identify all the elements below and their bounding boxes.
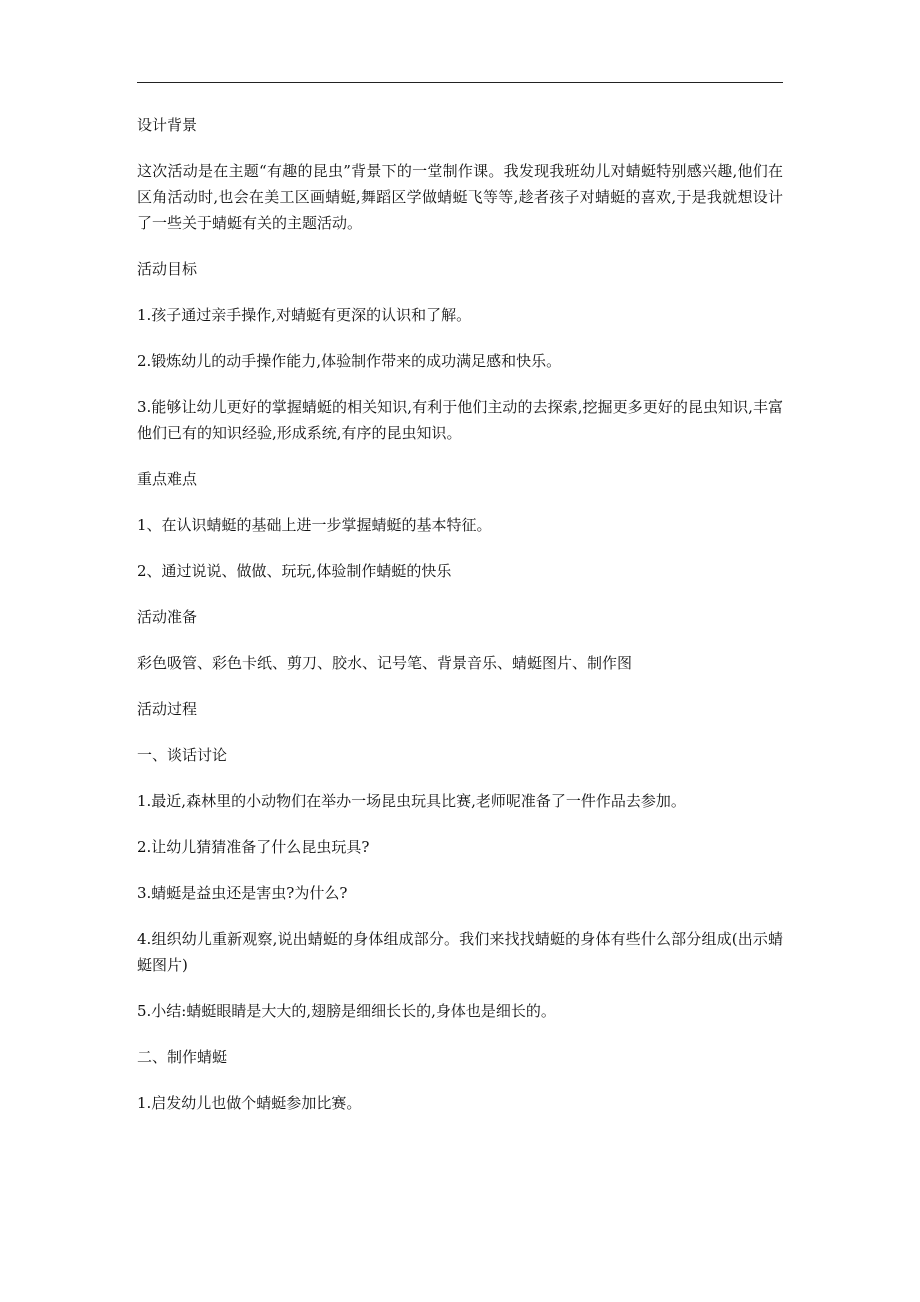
section-heading-process: 活动过程 <box>137 700 198 718</box>
key-point-item-2: 2、通过说说、做做、玩玩,体验制作蜻蜓的快乐 <box>137 562 452 580</box>
process-item-5: 5.小结:蜻蜓眼睛是大大的,翅膀是细细长长的,身体也是细长的。 <box>137 1002 556 1020</box>
process-item-2: 2.让幼儿猜猜准备了什么昆虫玩具? <box>137 838 370 856</box>
goal-item-3: 3.能够让幼儿更好的掌握蜻蜓的相关知识,有利于他们主动的去探索,挖掘更多更好的昆虫知识,丰富他们已有的知识经验,形成系统,有序的昆虫知识。 <box>137 398 783 442</box>
key-point-item-1: 1、在认识蜻蜓的基础上进一步掌握蜻蜓的基本特征。 <box>137 516 492 534</box>
subsection-heading-make-dragonfly: 二、制作蜻蜓 <box>137 1048 228 1066</box>
document-body <box>137 112 783 1136</box>
section-heading-activity-goals: 活动目标 <box>137 260 198 278</box>
make-item-1: 1.启发幼儿也做个蜻蜓参加比赛。 <box>137 1094 362 1112</box>
goal-item-1: 1.孩子通过亲手操作,对蜻蜓有更深的认识和了解。 <box>137 306 472 324</box>
preparation-materials: 彩色吸管、彩色卡纸、剪刀、胶水、记号笔、背景音乐、蜻蜓图片、制作图 <box>137 654 633 672</box>
goal-item-2: 2.锻炼幼儿的动手操作能力,体验制作带来的成功满足感和快乐。 <box>137 352 562 370</box>
section-heading-key-points: 重点难点 <box>137 470 198 488</box>
header-rule <box>137 82 783 83</box>
section-heading-preparation: 活动准备 <box>137 608 198 626</box>
paragraph-background-text: 这次活动是在主题“有趣的昆虫”背景下的一堂制作课。我发现我班幼儿对蜻蜓特别感兴趣,他们在区角活动时,也会在美工区画蜻蜓,舞蹈区学做蜻蜓飞等等,趁者孩子对蜻蜓的喜欢,于是我就想设计了一些关于蜻蜓有关的主题活动。 <box>137 162 783 232</box>
section-heading-design-background: 设计背景 <box>137 116 198 134</box>
process-item-3: 3.蜻蜓是益虫还是害虫?为什么? <box>137 884 348 902</box>
process-item-4: 4.组织幼儿重新观察,说出蜻蜓的身体组成部分。我们来找找蜻蜓的身体有些什么部分组成(出示蜻蜓图片) <box>137 930 783 974</box>
process-item-1: 1.最近,森林里的小动物们在举办一场昆虫玩具比赛,老师呢准备了一件作品去参加。 <box>137 792 686 810</box>
subsection-heading-discussion: 一、谈话讨论 <box>137 746 228 764</box>
